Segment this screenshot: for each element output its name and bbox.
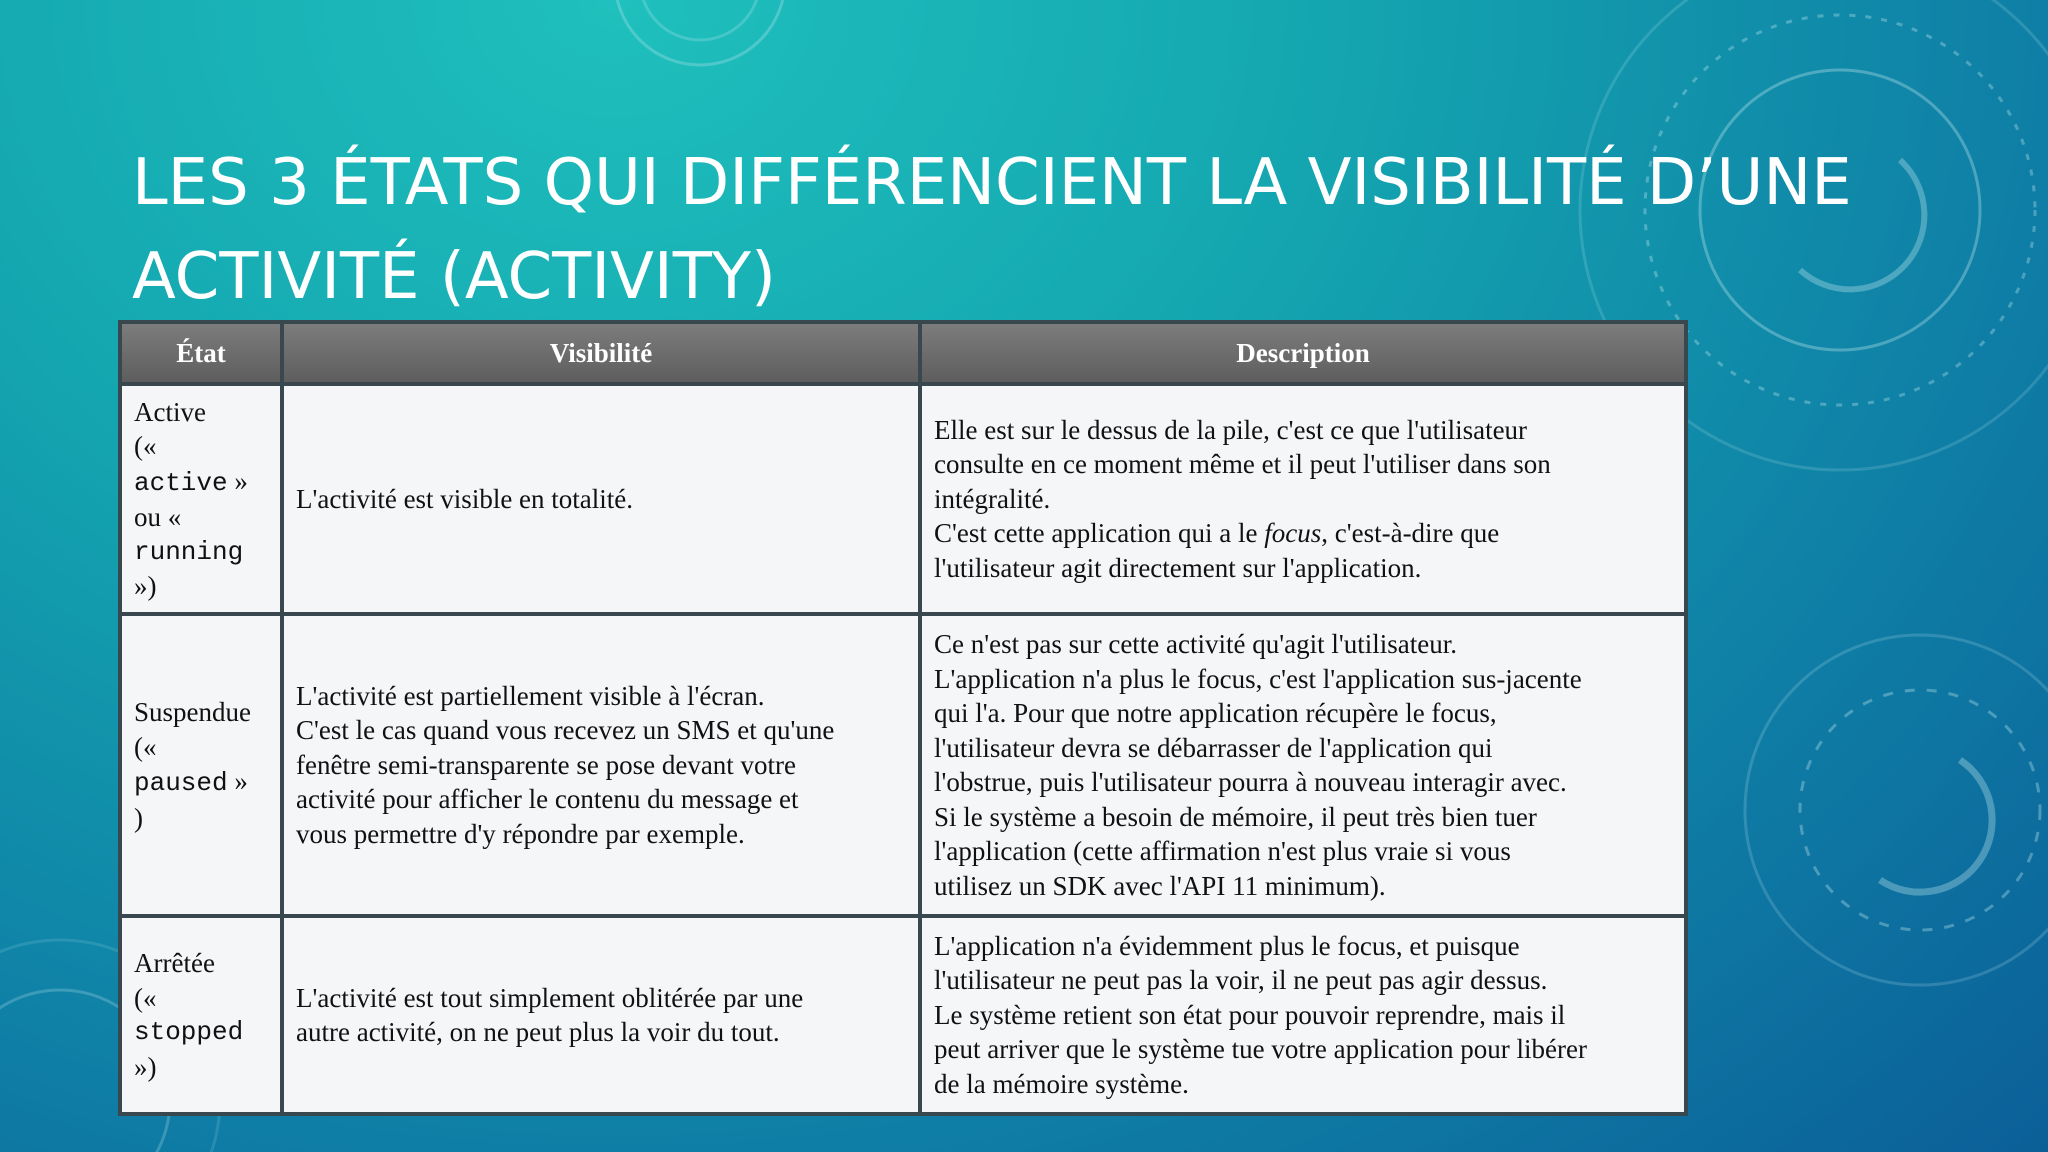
visibility-cell	[282, 384, 920, 614]
description-line: Le système retient son état pour pouvoir reprendre, mais il	[934, 999, 1566, 1030]
description-line: intégralité.	[934, 483, 1051, 514]
visibility-line: autre activité, on ne peut plus la voir du tout.	[296, 1017, 780, 1047]
state-cell	[120, 384, 282, 614]
header-state: État	[120, 322, 282, 384]
table-row-stopped	[120, 916, 1686, 1114]
table-header-row	[120, 322, 1686, 384]
state-name: Arrêtée	[134, 948, 215, 978]
description-line: L'application n'a plus le focus, c'est l'application sus-jacente	[934, 663, 1582, 694]
description-line: Si le système a besoin de mémoire, il peut très bien tuer	[934, 801, 1537, 832]
visibility-line: activité pour afficher le contenu du message et	[296, 784, 799, 815]
visibility-cell	[282, 614, 920, 916]
state-end: »)	[134, 1051, 157, 1082]
description-line: Elle est sur le dessus de la pile, c'est ce que l'utilisateur	[934, 414, 1528, 445]
description-line: , c'est-à-dire que	[1321, 518, 1500, 549]
state-name: Active	[134, 396, 206, 427]
state-end: )	[134, 802, 143, 833]
description-line: utilisez un SDK avec l'API 11 minimum).	[934, 870, 1386, 901]
description-line: l'application (cette affirmation n'est plus vraie si vous	[934, 836, 1511, 866]
description-cell	[920, 384, 1686, 614]
description-line: l'obstrue, puis l'utilisateur pourra à nouveau interagir avec.	[934, 767, 1567, 797]
state-cell	[120, 614, 282, 916]
visibility-cell	[282, 916, 920, 1114]
activity-states-table	[118, 320, 1688, 1116]
description-cell	[920, 614, 1686, 916]
slide-title-line-1: LES 3 ÉTATS QUI DIFFÉRENCIENT LA VISIBILITÉ D’UNE	[132, 146, 1852, 220]
description-line: C'est cette application qui a le	[934, 518, 1265, 549]
state-code: paused	[134, 768, 228, 798]
state-or: ou «	[134, 502, 182, 532]
visibility-line: L'activité est visible en totalité.	[296, 483, 634, 514]
description-line: peut arriver que le système tue votre application pour libérer	[934, 1034, 1587, 1065]
table-row-paused	[120, 614, 1686, 916]
visibility-line: fenêtre semi-transparente se pose devant votre	[296, 749, 797, 780]
slide-title-line-2: ACTIVITÉ (ACTIVITY)	[132, 240, 776, 314]
description-line: qui l'a. Pour que notre application récupère le focus,	[934, 698, 1497, 728]
state-cell	[120, 916, 282, 1114]
state-code: active	[134, 467, 228, 498]
description-line: l'utilisateur devra se débarrasser de l'application qui	[934, 732, 1493, 763]
state-open: («	[134, 731, 157, 762]
state-name: Suspendue	[134, 697, 251, 727]
state-open: («	[134, 431, 157, 461]
state-code: stopped	[134, 1017, 244, 1047]
slide-title	[132, 136, 1852, 324]
header-description: Description	[920, 322, 1686, 384]
description-line: de la mémoire système.	[934, 1068, 1189, 1099]
description-line: consulte en ce moment même et il peut l'utiliser dans son	[934, 449, 1551, 480]
description-cell	[920, 916, 1686, 1114]
visibility-line: L'activité est tout simplement oblitérée par une	[296, 982, 804, 1013]
description-line: Ce n'est pas sur cette activité qu'agit l'utilisateur.	[934, 629, 1457, 659]
focus-term: focus	[1264, 518, 1322, 549]
visibility-line: C'est le cas quand vous recevez un SMS et qu'une	[296, 715, 835, 746]
state-end: »)	[134, 571, 157, 601]
state-open: («	[134, 982, 157, 1013]
description-line: l'utilisateur agit directement sur l'application.	[934, 552, 1422, 583]
visibility-line: L'activité est partiellement visible à l'écran.	[296, 680, 765, 711]
header-visibility: Visibilité	[282, 322, 920, 384]
description-line: L'application n'a évidemment plus le focus, et puisque	[934, 930, 1520, 961]
table-row-active	[120, 384, 1686, 614]
state-code-alt: running	[134, 536, 244, 567]
state-close: »	[234, 465, 248, 496]
description-line: l'utilisateur ne peut pas la voir, il ne peut pas agir dessus.	[934, 965, 1548, 996]
visibility-line: vous permettre d'y répondre par exemple.	[296, 818, 745, 849]
state-close: »	[234, 766, 248, 796]
